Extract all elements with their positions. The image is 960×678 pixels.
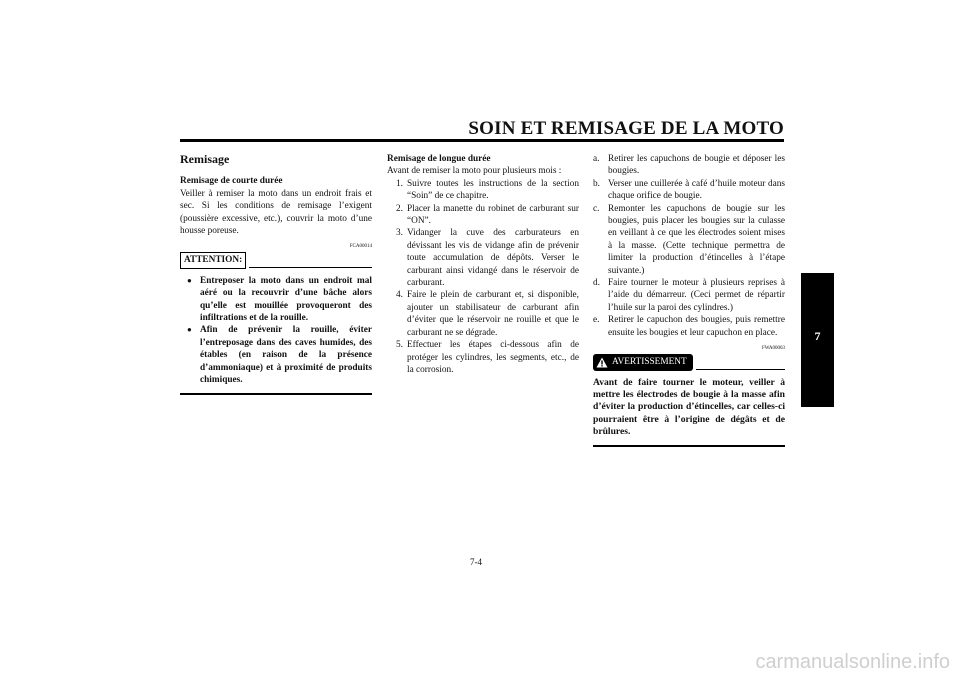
column-short-term-storage [180,153,372,395]
substep-text: Verser une cuillerée à café d’huile moteur dans chaque orifice de bougie. [608,178,785,202]
substep-letter: e. [593,315,600,326]
substep-text: Retirer le capuchon des bougies, puis remettre ensuite les bougies et leur capuchon en place. [608,315,785,338]
chapter-tab [801,273,834,407]
footer-watermark: carmanualsonline.info [755,651,950,673]
step-text: Effectuer les étapes ci-dessous afin de protéger les cylindres, les segments, etc., de la corrosion. [407,340,579,375]
attention-label: ATTENTION: [180,252,246,268]
step-number: 1. [396,178,403,189]
subheading-short-term: Remisage de courte durée [180,176,283,187]
list-item [593,153,785,178]
warning-header [593,354,785,370]
step-number: 5. [396,340,403,351]
column-substeps-warning [593,153,785,447]
list-item [593,178,785,203]
attention-rule [249,267,372,268]
chapter-tab-number: 7 [814,329,821,343]
long-term-intro: Avant de remiser la moto pour plusieurs mois : [387,166,562,177]
long-term-steps [387,178,579,377]
list-item [387,289,579,339]
section-title: Remisage [180,152,230,166]
list-item [387,178,579,203]
substep-text: Faire tourner le moteur à plusieurs reprises à l’aide du démarreur. (Ceci permet de répartir l’huile sur la paroi des cylindres.) [608,278,785,313]
warning-triangle-icon [596,357,608,368]
attention-end-rule [180,393,372,395]
attention-item: ● Afin de prévenir la rouille, éviter l’entreposage dans des caves humides, des étables (en raison de la présence d’ammoniaque) et à proximité de produits chimiques. [180,324,372,386]
substep-letter: c. [593,203,600,214]
step-text: Vidanger la cuve des carburateurs en dévissant les vis de vidange afin de prévenir toute accumulation de dépôts. Verser le carburant ainsi vidangé dans le réservoir de carburant. [407,228,579,289]
attention-list [180,275,372,387]
attention-header [180,252,372,268]
list-item [387,203,579,228]
list-item [593,314,785,339]
step-text: Faire le plein de carburant et, si disponible, ajouter un stabilisateur de carburant afin d’éviter que le réservoir ne rouille et que le carburant ne se dégrade. [407,290,579,338]
list-item [593,277,785,314]
warning-text: Avant de faire tourner le moteur, veiller à mettre les électrodes de bougie à la masse afin d’éviter la production d’étincelles, car celles-ci pourraient être à l’origine de dégâts et de brûlures. [593,376,785,438]
warning-end-rule [593,445,785,447]
page-header-title: SOIN ET REMISAGE DE LA MOTO [468,118,784,139]
header-rule [180,139,784,142]
step-number: 4. [396,290,403,301]
page-number: 7-4 [470,557,482,567]
attention-code: FCA00014 [349,244,372,250]
substep-letter: b. [593,178,600,189]
substep-letter: d. [593,278,600,289]
warning-rule [696,369,785,370]
substep-list [593,153,785,339]
subheading-long-term: Remisage de longue durée [387,154,491,164]
substep-letter: a. [593,154,600,164]
step-text: Placer la manette du robinet de carburant sur “ON”. [407,203,579,227]
warning-code: FWA00003 [761,346,785,352]
warning-badge [593,354,693,370]
short-term-paragraph: Veiller à remiser la moto dans un endroit frais et sec. Si les conditions de remisage l’exigent (poussière excessive, etc.), couvrir la moto d’une housse poreuse. [180,188,372,237]
list-item [593,203,785,277]
list-item [387,227,579,289]
substep-text: Remonter les capuchons de bougie sur les bougies, puis placer les bougies sur la culasse en veillant à ce que les électrodes soient mises à la masse. (Cette technique permettra de limiter la production d’étincelles à l’étape suivante.) [608,203,785,276]
warning-label: AVERTISSEMENT [612,357,687,368]
step-number: 2. [396,203,403,214]
list-item [387,339,579,376]
attention-item: ● Entreposer la moto dans un endroit mal aéré ou la recouvrir d’une bâche alors qu’elle est mouillée provoqueront des infiltrations et de la rouille. [180,275,372,325]
step-number: 3. [396,228,403,239]
step-text: Suivre toutes les instructions de la section “Soin” de ce chapitre. [407,178,579,202]
substep-text: Retirer les capuchons de bougie et déposer les bougies. [608,154,785,177]
column-long-term-storage [387,153,579,376]
